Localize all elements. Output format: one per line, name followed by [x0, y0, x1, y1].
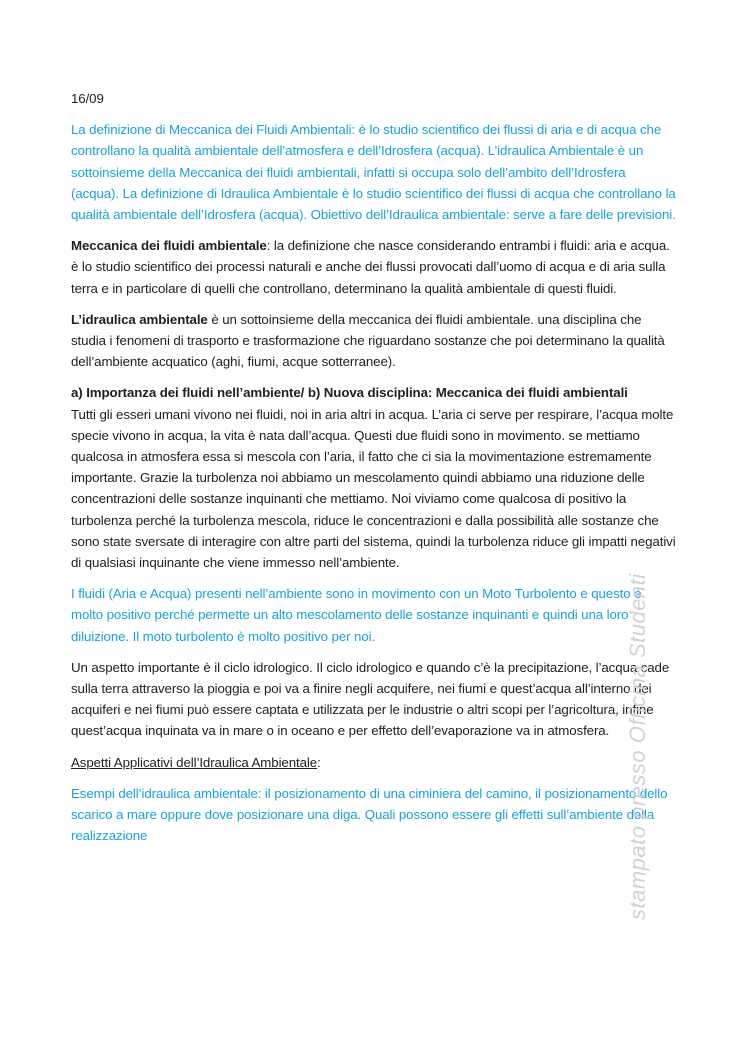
ciclo-idrologico-paragraph: Un aspetto importante è il ciclo idrologico. Il ciclo idrologico e quando c’è la precipitazione, l’acqua cade sulla terra attraverso la pioggia e poi va a finire negli acquifere, nei fiumi e quest’acqua all’interno dei acquiferi e nei fiumi può essere captata e utilizzata per le industrie o altri scopi per l’agricoltura, infine quest’acqua inquinata va in mare o in oceano e per effetto dell’evaporazione va in atmosfera. — [71, 659, 670, 739]
aspetti-heading-text: Aspetti Applicativi dell’Idraulica Ambientale — [71, 754, 318, 770]
esempi-paragraph: Esempi dell’idraulica ambientale: il posizionamento di una ciminiera del camino, il posizionamento dello scarico a mare oppure dove posizionare una diga. Quali possono essere gli effetti sull’ambiente della realizzazione — [71, 785, 668, 844]
meccanica-term: Meccanica dei fluidi ambientale — [71, 238, 267, 254]
aspetti-heading — [71, 752, 677, 773]
meccanica-paragraph — [71, 235, 677, 299]
intro-definition-paragraph: La definizione di Meccanica dei Fluidi Ambientali: è lo studio scientifico dei flussi di aria e di acqua che controllano la qualità ambientale dell’atmosfera e dell’Idrosfera (acqua). L’idraulica Ambientale è un sottoinsieme della Meccanica dei fluidi ambientali, infatti si occupa solo dell’ambito dell’Idrosfera (acqua). La definizione di Idraulica Ambientale è lo studio scientifico dei flussi di acqua che controllano la qualità ambientale dell’Idrosfera (acqua). Obiettivo dell’Idraulica ambientale: serve a fare delle previsioni. — [71, 122, 676, 223]
watermark: stampato presso Officina Studenti — [625, 573, 650, 920]
meccanica-definition: : la definizione che nasce considerando entrambi i fluidi: aria e acqua. è lo studio scientifico dei processi naturali e anche dei flussi provocati dall’uomo di acqua e di aria sulla terra e in particolare di quelli che controllano, determinano la qualità ambientale di questi fluidi. — [71, 238, 670, 296]
section-heading: a) Importanza dei fluidi nell’ambiente/ b) Nuova disciplina: Meccanica dei fluidi ambientali — [71, 385, 628, 401]
section-body-paragraph: Tutti gli esseri umani vivono nei fluidi, noi in aria altri in acqua. L’aria ci serve per respirare, l’acqua molte specie vivono in acqua, la vita è nata dall’acqua. Questi due fluidi sono in movimento. se mettiamo qualcosa in atmosfera essa si mescola con l’aria, il fatto che ci sia la movimentazione estremamente importante. Grazie la turbolenza noi abbiamo un mescolamento quindi abbiamo una riduzione delle concentrazioni delle sostanze inquinanti che mettiamo. Noi viviamo come qualcosa di positivo la turbolenza perché la turbolenza mescola, riduce le concentrazioni e dalla possibilità alle sostanze che sono state sversate di interagire con altre parti del sistema, quindi la turbolenza riduce gli impatti negativi di qualsiasi inquinante che viene immesso nell’ambiente. — [71, 406, 676, 571]
idraulica-definition: è un sottoinsieme della meccanica dei fluidi ambientale. una disciplina che studia i fenomeni di trasporto e trasformazione che riguardano sostanze che poi determinano la qualità dell’ambiente acquatico (aghi, fiumi, acque sotterranee). — [71, 311, 665, 370]
idraulica-paragraph — [71, 309, 677, 373]
turbolento-paragraph: I fluidi (Aria e Acqua) presenti nell’ambiente sono in movimento con un Moto Turbolento e questo è molto positivo perché permette un alto mescolamento delle sostanze inquinanti e quindi una loro diluizione. Il moto turbolento è molto positivo per noi. — [71, 586, 642, 644]
date-label: 16/09 — [71, 91, 104, 106]
aspetti-colon: : — [317, 754, 321, 770]
document-page — [71, 88, 677, 857]
idraulica-term: L’idraulica ambientale — [71, 311, 208, 327]
